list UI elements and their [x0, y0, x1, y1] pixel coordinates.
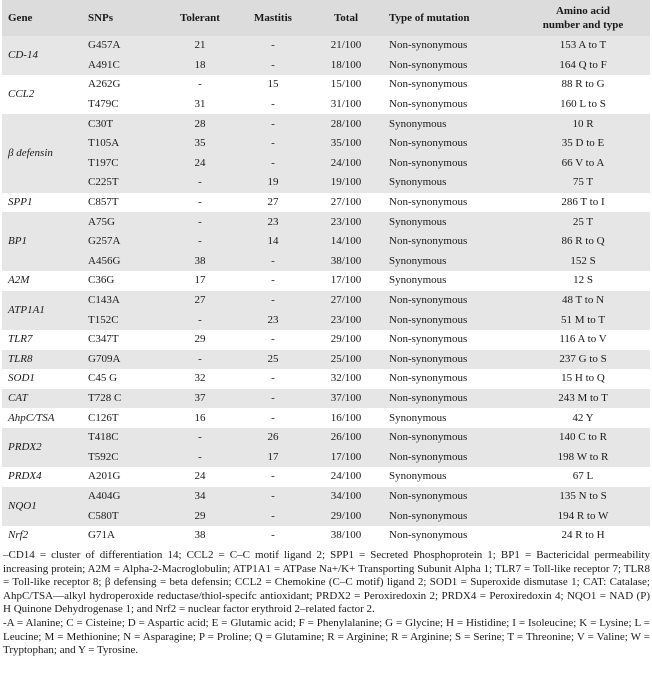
header-amino-line2: number and type: [542, 19, 624, 31]
gene-cell: PRDX2: [2, 428, 84, 467]
snp-cell: C126T: [84, 408, 162, 428]
tolerant-cell: 32: [162, 369, 238, 389]
mastitis-cell: -: [238, 36, 308, 56]
amino-acid-cell: 116 A to V: [516, 330, 650, 350]
mutation-type-cell: Synonymous: [384, 467, 516, 487]
amino-acid-cell: 25 T: [516, 212, 650, 232]
tolerant-cell: 31: [162, 95, 238, 115]
mutation-type-cell: Non-synonymous: [384, 389, 516, 409]
total-cell: 16/100: [308, 408, 384, 428]
gene-cell: AhpC/TSA: [2, 408, 84, 428]
gene-cell: CAT: [2, 389, 84, 409]
header-mutation-type: Type of mutation: [384, 0, 516, 36]
table-row: [2, 389, 650, 409]
mutation-type-cell: Non-synonymous: [384, 447, 516, 467]
tolerant-cell: 27: [162, 291, 238, 311]
gene-cell: Nrf2: [2, 526, 84, 546]
table-header: [2, 0, 650, 36]
table-row: [2, 369, 650, 389]
total-cell: 35/100: [308, 134, 384, 154]
gene-cell: PRDX4: [2, 467, 84, 487]
amino-acid-cell: 51 M to T: [516, 310, 650, 330]
mastitis-cell: 26: [238, 428, 308, 448]
amino-acid-cell: 140 C to R: [516, 428, 650, 448]
tolerant-cell: 24: [162, 467, 238, 487]
snp-cell: T418C: [84, 428, 162, 448]
mutation-type-cell: Synonymous: [384, 271, 516, 291]
tolerant-cell: -: [162, 232, 238, 252]
header-amino-acid: [516, 0, 650, 36]
header-total: Total: [308, 0, 384, 36]
header-gene: Gene: [2, 0, 84, 36]
snp-cell: T592C: [84, 447, 162, 467]
mastitis-cell: -: [238, 154, 308, 174]
snp-cell: G709A: [84, 350, 162, 370]
mastitis-cell: -: [238, 467, 308, 487]
total-cell: 19/100: [308, 173, 384, 193]
mastitis-cell: -: [238, 134, 308, 154]
gene-cell: SOD1: [2, 369, 84, 389]
mutation-type-cell: Non-synonymous: [384, 350, 516, 370]
mastitis-cell: 23: [238, 212, 308, 232]
header-mastitis: Mastitis: [238, 0, 308, 36]
snp-cell: C143A: [84, 291, 162, 311]
footnote-amino-acids: -A = Alanine; C = Cisteine; D = Aspartic acid; E = Glutamic acid; F = Phenylalanine; G = Glycine; H = Histidine; I = Isoleucine; K = Lysine; L = Leucine; M = Methionine; N = Asparagine; P = Proline; Q = Glutamine; R = Arginine; R = Arginine; S = Serine; T = Threonine; V = Valine; W = Tryptophan; and Y = Tyrosine.: [3, 617, 650, 657]
snp-cell: C580T: [84, 506, 162, 526]
mastitis-cell: 14: [238, 232, 308, 252]
tolerant-cell: 38: [162, 526, 238, 546]
total-cell: 27/100: [308, 193, 384, 213]
table-row: [2, 95, 650, 115]
total-cell: 15/100: [308, 75, 384, 95]
header-snps: SNPs: [84, 0, 162, 36]
table-row: [2, 271, 650, 291]
mastitis-cell: 27: [238, 193, 308, 213]
mutation-type-cell: Synonymous: [384, 252, 516, 272]
total-cell: 23/100: [308, 310, 384, 330]
amino-acid-cell: 12 S: [516, 271, 650, 291]
table-row: [2, 291, 650, 311]
tolerant-cell: 24: [162, 154, 238, 174]
header-row: [2, 0, 650, 36]
mastitis-cell: -: [238, 252, 308, 272]
tolerant-cell: -: [162, 75, 238, 95]
tolerant-cell: 38: [162, 252, 238, 272]
snp-cell: A75G: [84, 212, 162, 232]
mutation-type-cell: Non-synonymous: [384, 506, 516, 526]
gene-cell: TLR8: [2, 350, 84, 370]
mastitis-cell: 23: [238, 310, 308, 330]
total-cell: 18/100: [308, 56, 384, 76]
amino-acid-cell: 152 S: [516, 252, 650, 272]
mastitis-cell: -: [238, 95, 308, 115]
gene-cell: ATP1A1: [2, 291, 84, 330]
mutation-type-cell: Non-synonymous: [384, 330, 516, 350]
snp-cell: A262G: [84, 75, 162, 95]
amino-acid-cell: 42 Y: [516, 408, 650, 428]
mastitis-cell: -: [238, 114, 308, 134]
amino-acid-cell: 24 R to H: [516, 526, 650, 546]
snp-cell: C347T: [84, 330, 162, 350]
gene-cell: β defensin: [2, 114, 84, 192]
snp-cell: G71A: [84, 526, 162, 546]
mutation-type-cell: Synonymous: [384, 173, 516, 193]
tolerant-cell: 29: [162, 506, 238, 526]
snp-cell: A404G: [84, 487, 162, 507]
snp-cell: A491C: [84, 56, 162, 76]
mutation-type-cell: Non-synonymous: [384, 36, 516, 56]
total-cell: 24/100: [308, 154, 384, 174]
table-row: [2, 252, 650, 272]
mutation-type-cell: Non-synonymous: [384, 75, 516, 95]
amino-acid-cell: 286 T to I: [516, 193, 650, 213]
total-cell: 38/100: [308, 526, 384, 546]
table-row: [2, 56, 650, 76]
table-row: [2, 173, 650, 193]
mastitis-cell: -: [238, 408, 308, 428]
mastitis-cell: 15: [238, 75, 308, 95]
mutation-type-cell: Non-synonymous: [384, 428, 516, 448]
mutation-type-cell: Non-synonymous: [384, 487, 516, 507]
amino-acid-cell: 194 R to W: [516, 506, 650, 526]
table-row: [2, 428, 650, 448]
mutation-type-cell: Non-synonymous: [384, 95, 516, 115]
mutation-type-cell: Synonymous: [384, 408, 516, 428]
mutation-type-cell: Non-synonymous: [384, 56, 516, 76]
total-cell: 32/100: [308, 369, 384, 389]
mastitis-cell: -: [238, 330, 308, 350]
total-cell: 24/100: [308, 467, 384, 487]
amino-acid-cell: 67 L: [516, 467, 650, 487]
total-cell: 29/100: [308, 330, 384, 350]
total-cell: 17/100: [308, 271, 384, 291]
table-row: [2, 212, 650, 232]
mastitis-cell: -: [238, 526, 308, 546]
gene-cell: CD-14: [2, 36, 84, 75]
tolerant-cell: -: [162, 350, 238, 370]
amino-acid-cell: 198 W to R: [516, 447, 650, 467]
mastitis-cell: -: [238, 271, 308, 291]
gene-cell: NQO1: [2, 487, 84, 526]
mastitis-cell: -: [238, 487, 308, 507]
snp-cell: C225T: [84, 173, 162, 193]
tolerant-cell: 16: [162, 408, 238, 428]
table-body: [2, 36, 650, 545]
mutation-type-cell: Non-synonymous: [384, 369, 516, 389]
snp-cell: C30T: [84, 114, 162, 134]
table-row: [2, 232, 650, 252]
mastitis-cell: 25: [238, 350, 308, 370]
total-cell: 38/100: [308, 252, 384, 272]
table-row: [2, 330, 650, 350]
tolerant-cell: -: [162, 173, 238, 193]
total-cell: 29/100: [308, 506, 384, 526]
amino-acid-cell: 15 H to Q: [516, 369, 650, 389]
gene-cell: BP1: [2, 212, 84, 271]
mastitis-cell: -: [238, 389, 308, 409]
table-row: [2, 506, 650, 526]
gene-cell: TLR7: [2, 330, 84, 350]
table-row: [2, 114, 650, 134]
amino-acid-cell: 66 V to A: [516, 154, 650, 174]
header-tolerant: Tolerant: [162, 0, 238, 36]
mastitis-cell: 17: [238, 447, 308, 467]
tolerant-cell: 28: [162, 114, 238, 134]
mutation-type-cell: Synonymous: [384, 114, 516, 134]
mutation-type-cell: Non-synonymous: [384, 526, 516, 546]
snp-cell: G457A: [84, 36, 162, 56]
tolerant-cell: -: [162, 310, 238, 330]
total-cell: 31/100: [308, 95, 384, 115]
gene-cell: SPP1: [2, 193, 84, 213]
total-cell: 28/100: [308, 114, 384, 134]
mastitis-cell: -: [238, 291, 308, 311]
amino-acid-cell: 135 N to S: [516, 487, 650, 507]
amino-acid-cell: 243 M to T: [516, 389, 650, 409]
table-row: [2, 75, 650, 95]
tolerant-cell: 34: [162, 487, 238, 507]
tolerant-cell: -: [162, 447, 238, 467]
amino-acid-cell: 10 R: [516, 114, 650, 134]
amino-acid-cell: 86 R to Q: [516, 232, 650, 252]
snp-cell: T105A: [84, 134, 162, 154]
table-row: [2, 350, 650, 370]
snp-cell: C45 G: [84, 369, 162, 389]
total-cell: 34/100: [308, 487, 384, 507]
mastitis-cell: -: [238, 56, 308, 76]
amino-acid-cell: 153 A to T: [516, 36, 650, 56]
mastitis-cell: -: [238, 506, 308, 526]
snp-cell: A201G: [84, 467, 162, 487]
table-row: [2, 408, 650, 428]
table-row: [2, 36, 650, 56]
table-row: [2, 134, 650, 154]
total-cell: 37/100: [308, 389, 384, 409]
tolerant-cell: 37: [162, 389, 238, 409]
amino-acid-cell: 48 T to N: [516, 291, 650, 311]
tolerant-cell: 35: [162, 134, 238, 154]
tolerant-cell: -: [162, 428, 238, 448]
snp-cell: C857T: [84, 193, 162, 213]
table-row: [2, 467, 650, 487]
table-row: [2, 526, 650, 546]
amino-acid-cell: 35 D to E: [516, 134, 650, 154]
amino-acid-cell: 88 R to G: [516, 75, 650, 95]
gene-cell: CCL2: [2, 75, 84, 114]
snp-cell: T152C: [84, 310, 162, 330]
tolerant-cell: 21: [162, 36, 238, 56]
footnote-abbreviations: –CD14 = cluster of differentiation 14; CCL2 = C–C motif ligand 2; SPP1 = Secreted Phosphoprotein 1; BP1 = Bactericidal permeability increasing protein; A2M = Alpha-2-Macroglobulin; ATP1A1 = ATPase Na+/K+ Transporting Subunit Alpha 1; TLR7 = Toll-like receptor 7; TLR8 = Toll-like receptor 8; β defensing = beta defensin; CCL2 = Chemokine (C–C motif) ligand 2; SOD1 = Superoxide dismutase 1; CAT: Catalase; AhpC/TSA—alkyl hydroperoxide reductase/thiol-specifc antioxidant; PRDX2 = Peroxiredoxin 2; PRDX4 = Peroxiredoxin 4; NQO1 = NAD (P) H Quinone Dehydrogenase 1; and Nrf2 = nuclear factor erythroid 2–related factor 2.: [3, 549, 650, 616]
tolerant-cell: 17: [162, 271, 238, 291]
table-row: [2, 310, 650, 330]
snp-cell: C36G: [84, 271, 162, 291]
mutation-type-cell: Non-synonymous: [384, 232, 516, 252]
table-footnote: [3, 549, 650, 657]
table-row: [2, 487, 650, 507]
amino-acid-cell: 237 G to S: [516, 350, 650, 370]
mutation-type-cell: Non-synonymous: [384, 193, 516, 213]
mastitis-cell: -: [238, 369, 308, 389]
snp-cell: T479C: [84, 95, 162, 115]
amino-acid-cell: 164 Q to F: [516, 56, 650, 76]
mastitis-cell: 19: [238, 173, 308, 193]
total-cell: 23/100: [308, 212, 384, 232]
total-cell: 27/100: [308, 291, 384, 311]
snp-cell: A456G: [84, 252, 162, 272]
mutation-type-cell: Non-synonymous: [384, 154, 516, 174]
table-row: [2, 447, 650, 467]
tolerant-cell: -: [162, 193, 238, 213]
snp-cell: T197C: [84, 154, 162, 174]
tolerant-cell: 18: [162, 56, 238, 76]
tolerant-cell: 29: [162, 330, 238, 350]
gene-cell: A2M: [2, 271, 84, 291]
snp-cell: T728 C: [84, 389, 162, 409]
tolerant-cell: -: [162, 212, 238, 232]
mutation-type-cell: Non-synonymous: [384, 291, 516, 311]
mutation-type-cell: Non-synonymous: [384, 310, 516, 330]
total-cell: 25/100: [308, 350, 384, 370]
amino-acid-cell: 75 T: [516, 173, 650, 193]
mutation-type-cell: Non-synonymous: [384, 134, 516, 154]
total-cell: 17/100: [308, 447, 384, 467]
mutation-type-cell: Synonymous: [384, 212, 516, 232]
table-row: [2, 193, 650, 213]
table-row: [2, 154, 650, 174]
total-cell: 14/100: [308, 232, 384, 252]
amino-acid-cell: 160 L to S: [516, 95, 650, 115]
snp-table: [2, 0, 650, 545]
header-amino-line1: Amino acid: [555, 5, 611, 17]
total-cell: 26/100: [308, 428, 384, 448]
snp-cell: G257A: [84, 232, 162, 252]
total-cell: 21/100: [308, 36, 384, 56]
